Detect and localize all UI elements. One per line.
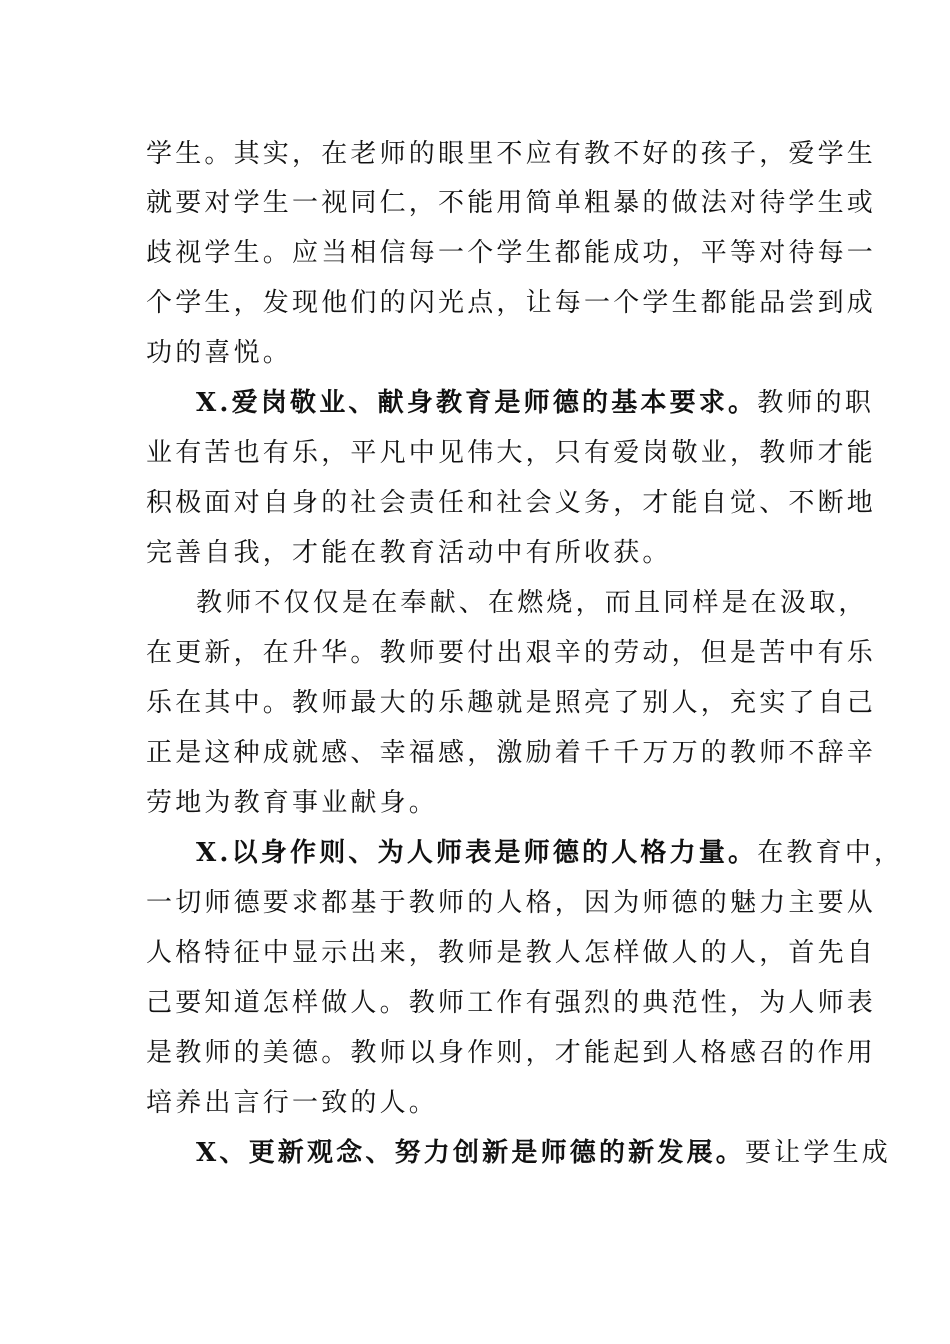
text-line: 个学生，发现他们的闪光点，让每一个学生都能品尝到成 (146, 288, 877, 318)
text-line: 己要知道怎样做人。教师工作有强烈的典范性，为人师表 (146, 988, 877, 1018)
text-line: 人格特征中显示出来，教师是教人怎样做人的人，首先自 (146, 938, 877, 968)
text-line: 业有苦也有乐，平凡中见伟大，只有爱岗敬业，教师才能 (146, 438, 877, 468)
text-line: 教师不仅仅是在奉献、在燃烧，而且同样是在汲取， (196, 588, 868, 618)
text-run: 教师的职 (757, 388, 875, 418)
text-line: 正是这种成就感、幸福感，激励着千千万万的教师不辞辛 (146, 738, 877, 768)
section-heading: X、更新观念、努力创新是师德的新发展。 (196, 1138, 745, 1168)
text-line: 劳地为教育事业献身。 (146, 788, 439, 818)
text-run: 在教育中， (757, 838, 904, 868)
text-line: 一切师德要求都基于教师的人格，因为师德的魅力主要从 (146, 888, 877, 918)
text-line: 培养出言行一致的人。 (146, 1088, 439, 1118)
text-line: 在更新，在升华。教师要付出艰辛的劳动，但是苦中有乐 (146, 638, 877, 668)
text-line: 是教师的美德。教师以身作则，才能起到人格感召的作用 (146, 1038, 877, 1068)
paragraph-first-line (196, 836, 903, 870)
text-line: 歧视学生。应当相信每一个学生都能成功，平等对待每一 (146, 238, 877, 268)
text-line: 乐在其中。教师最大的乐趣就是照亮了别人，充实了自己 (146, 688, 877, 718)
text-line: 完善自我，才能在教育活动中有所收获。 (146, 538, 672, 568)
section-heading: X.爱岗敬业、献身教育是师德的基本要求。 (196, 388, 758, 418)
paragraph-first-line (196, 1136, 891, 1170)
text-line: 就要对学生一视同仁，不能用简单粗暴的做法对待学生或 (146, 188, 877, 218)
text-line: 功的喜悦。 (146, 338, 293, 368)
text-line: 积极面对自身的社会责任和社会义务，才能自觉、不断地 (146, 488, 877, 518)
paragraph-first-line (196, 386, 874, 420)
section-heading: X.以身作则、为人师表是师德的人格力量。 (196, 838, 758, 868)
text-line: 学生。其实，在老师的眼里不应有教不好的孩子，爱学生 (146, 139, 877, 169)
text-run: 要让学生成 (744, 1138, 891, 1168)
